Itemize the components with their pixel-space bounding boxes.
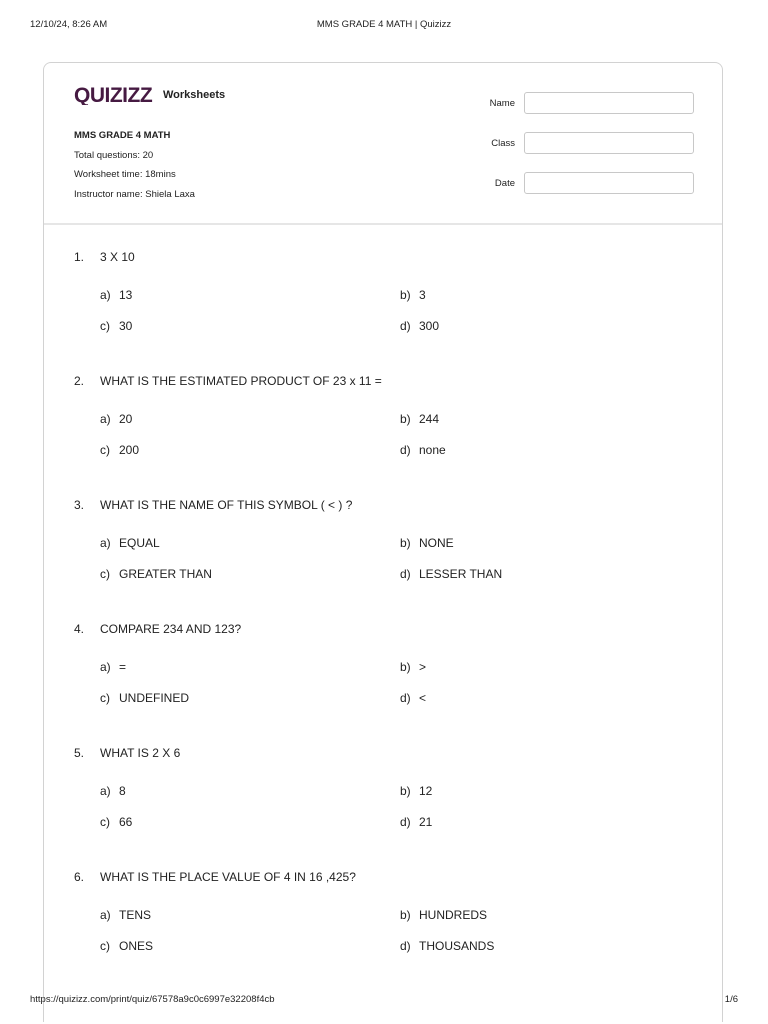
option-text: THOUSANDS [419, 939, 495, 953]
worksheet-header [44, 63, 722, 225]
question-3 [44, 471, 722, 595]
question-number: 5. [74, 746, 85, 760]
total-questions: Total questions: 20 [74, 149, 154, 161]
question-number: 1. [74, 250, 85, 264]
option-text: 21 [419, 815, 433, 829]
option-c [100, 939, 153, 953]
option-letter: d) [400, 691, 411, 705]
question-prompt: WHAT IS THE NAME OF THIS SYMBOL ( < ) ? [100, 498, 353, 512]
option-b [400, 784, 432, 798]
option-a [100, 412, 132, 426]
option-text: GREATER THAN [119, 567, 212, 581]
option-letter: b) [400, 536, 411, 550]
option-text: 66 [119, 815, 133, 829]
option-a [100, 660, 126, 674]
option-text: 12 [419, 784, 433, 798]
date-label: Date [494, 177, 515, 189]
question-text [74, 870, 356, 884]
class-label: Class [491, 137, 515, 149]
option-letter: a) [100, 660, 111, 674]
option-letter: a) [100, 908, 111, 922]
question-5 [44, 719, 722, 843]
option-letter: d) [400, 443, 411, 457]
option-letter: d) [400, 567, 411, 581]
worksheet-meta [74, 126, 195, 204]
option-b [400, 412, 439, 426]
option-letter: c) [100, 443, 110, 457]
option-text: > [419, 660, 427, 674]
question-prompt: 3 X 10 [100, 250, 135, 264]
option-letter: d) [400, 939, 411, 953]
option-c [100, 567, 212, 581]
option-a [100, 908, 151, 922]
option-text: 244 [419, 412, 440, 426]
option-letter: c) [100, 319, 110, 333]
option-text: HUNDREDS [419, 908, 488, 922]
question-number: 3. [74, 498, 85, 512]
option-letter: c) [100, 567, 110, 581]
class-input[interactable] [524, 132, 694, 154]
option-text: NONE [419, 536, 454, 550]
option-d [400, 319, 439, 333]
logo-text: QUIZIZZ [74, 84, 153, 105]
question-prompt: WHAT IS 2 X 6 [100, 746, 181, 760]
option-c [100, 815, 132, 829]
option-letter: c) [100, 691, 110, 705]
option-text: = [119, 660, 127, 674]
option-text: none [419, 443, 446, 457]
name-field-row [474, 92, 694, 114]
option-letter: c) [100, 815, 110, 829]
option-letter: a) [100, 784, 111, 798]
option-b [400, 660, 426, 674]
option-text: 30 [119, 319, 133, 333]
quizizz-logo [74, 83, 225, 105]
worksheets-label: Worksheets [163, 89, 226, 101]
question-prompt: COMPARE 234 AND 123? [100, 622, 242, 636]
option-text: 8 [119, 784, 126, 798]
option-d [400, 939, 494, 953]
option-text: ONES [119, 939, 154, 953]
option-b [400, 536, 454, 550]
option-d [400, 443, 446, 457]
option-text: < [419, 691, 427, 705]
name-input[interactable] [524, 92, 694, 114]
question-text [74, 374, 382, 388]
worksheet-card [43, 62, 723, 1022]
question-number: 4. [74, 622, 85, 636]
option-a [100, 784, 126, 798]
option-letter: b) [400, 784, 411, 798]
print-title: MMS GRADE 4 MATH | Quizizz [316, 19, 452, 30]
option-c [100, 319, 132, 333]
date-field-row [474, 172, 694, 194]
question-text [74, 746, 180, 760]
print-url: https://quizizz.com/print/quiz/67578a9c0c6997e32208f4cb [30, 994, 275, 1005]
instructor-name: Instructor name: Shiela Laxa [74, 188, 195, 200]
option-b [400, 908, 487, 922]
question-prompt: WHAT IS THE PLACE VALUE OF 4 IN 16 ,425? [100, 870, 356, 884]
option-letter: c) [100, 939, 110, 953]
print-header [30, 19, 738, 33]
option-d [400, 815, 432, 829]
option-c [100, 443, 139, 457]
question-number: 2. [74, 374, 85, 388]
option-letter: a) [100, 288, 111, 302]
question-text [74, 498, 352, 512]
date-input[interactable] [524, 172, 694, 194]
question-text [74, 622, 241, 636]
option-text: 200 [119, 443, 140, 457]
option-letter: b) [400, 288, 411, 302]
option-letter: d) [400, 815, 411, 829]
name-label: Name [489, 97, 515, 109]
print-footer [30, 994, 738, 1008]
option-text: TENS [119, 908, 152, 922]
question-4 [44, 595, 722, 719]
option-text: 3 [419, 288, 426, 302]
question-2 [44, 347, 722, 471]
page-number: 1/6 [724, 994, 738, 1005]
option-letter: a) [100, 412, 111, 426]
option-d [400, 567, 502, 581]
option-letter: a) [100, 536, 111, 550]
option-text: LESSER THAN [419, 567, 503, 581]
option-letter: d) [400, 319, 411, 333]
question-text [74, 250, 135, 264]
class-field-row [474, 132, 694, 154]
option-letter: b) [400, 908, 411, 922]
option-a [100, 536, 160, 550]
option-text: 300 [419, 319, 440, 333]
option-letter: b) [400, 412, 411, 426]
option-d [400, 691, 426, 705]
option-c [100, 691, 189, 705]
worksheet-title: MMS GRADE 4 MATH [74, 130, 171, 141]
question-6 [44, 843, 722, 967]
question-number: 6. [74, 870, 85, 884]
quizizz-wordmark-icon [74, 83, 158, 105]
option-letter: b) [400, 660, 411, 674]
option-text: 13 [119, 288, 133, 302]
option-b [400, 288, 426, 302]
option-text: UNDEFINED [119, 691, 190, 705]
option-text: EQUAL [119, 536, 160, 550]
worksheet-time: Worksheet time: 18mins [74, 169, 176, 180]
question-1 [44, 223, 722, 347]
option-a [100, 288, 132, 302]
question-prompt: WHAT IS THE ESTIMATED PRODUCT OF 23 x 11 = [100, 374, 382, 388]
option-text: 20 [119, 412, 133, 426]
print-datetime: 12/10/24, 8:26 AM [30, 19, 108, 30]
